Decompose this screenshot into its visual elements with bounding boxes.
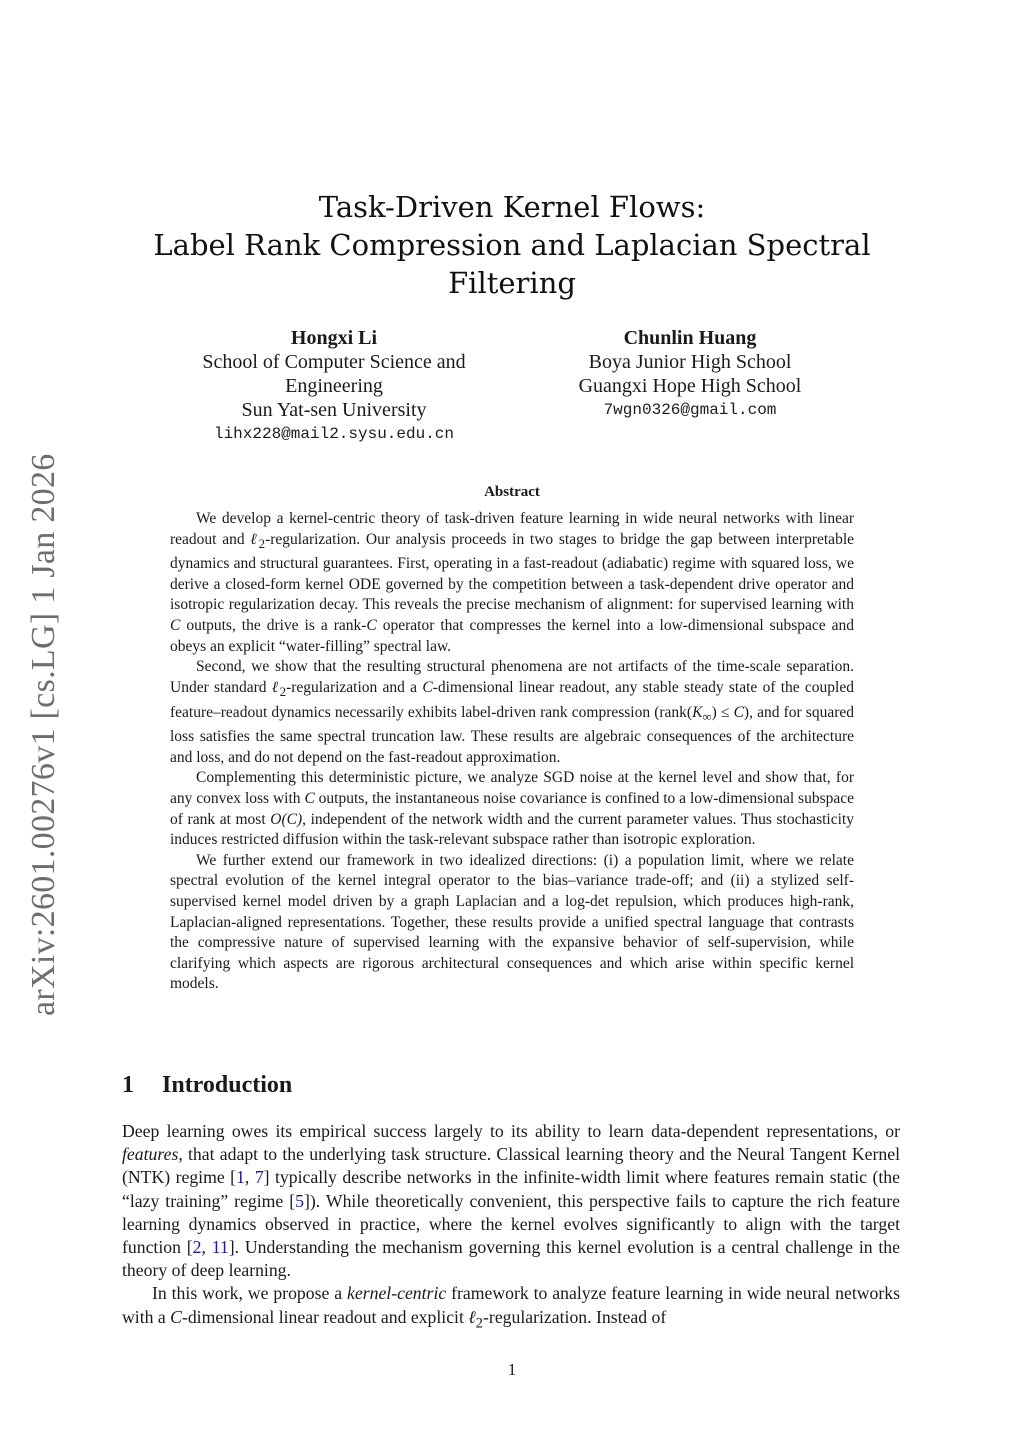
abstract-body	[170, 509, 854, 995]
citation-link[interactable]: 7	[254, 1167, 264, 1188]
citation-link[interactable]: 5	[295, 1190, 304, 1211]
citation-link[interactable]: 2	[192, 1237, 202, 1258]
abstract-paragraph: Complementing this deterministic picture, we analyze SGD noise at the kernel level and show that, for any convex loss with C outputs, the instantaneous noise covariance is confined to a low-dimensional subspace of rank at most O(C), independent of the network width and the current parameter values. Thus stochasticity induces restricted diffusion within the task-relevant subspace rather than isotropic exploration.	[170, 769, 854, 849]
author-affiliation: School of Computer Science and	[202, 351, 466, 373]
page-number: 1	[507, 1360, 517, 1379]
abstract-paragraph: We further extend our framework in two idealized directions: (i) a population limit, where we relate spectral evolution of the kernel integral operator to the bias–variance trade-off; and (ii) a stylized self-supervised kernel model driven by a graph Laplacian and a log-det repulsion, which produces high-rank, Laplacian-aligned representations. Together, these results provide a unified spectral language that contrasts the compressive nature of supervised learning with the expansive behavior of self-supervision, while clarifying which aspects are rigorous architectural consequences and which arise within specific kernel models.	[170, 851, 854, 993]
intro-paragraph: Deep learning owes its empirical success largely to its ability to learn data-dependent representations, or features, that adapt to the underlying task structure. Classical learning theory and the Neural Tangent Kernel (NTK) regime [1, 7] typically describe networks in the infinite-width limit where features remain static (the “lazy training” regime [5]). While theoretically convenient, this perspective fails to capture the rich feature learning dynamics observed in practice, where the kernel evolves significantly to align with the target function [2, 11]. Understanding the mechanism governing this kernel evolution is a central challenge in the theory of deep learning.	[122, 1121, 900, 1281]
author-affiliation: Boya Junior High School	[588, 351, 792, 373]
paper-title	[130, 188, 894, 302]
author-block-2	[560, 326, 820, 422]
section-number: 1	[122, 1072, 134, 1098]
abstract-paragraph: Second, we show that the resulting structural phenomena are not artifacts of the time-scale separation. Under standard ℓ$_2$-regularization and a C-dimensional linear readout, any stable steady state of the coupled feature–readout dynamics necessarily exhibits label-driven rank compression $(rank(K_\infty) \le C)$, and for squared loss satisfies the same spectral truncation law. These results are algebraic consequences of the architecture and loss, and do not depend on the fast-readout approximation.	[170, 658, 854, 766]
author-email[interactable]: 7wgn0326@gmail.com	[603, 401, 777, 419]
abstract-paragraph: We develop a kernel-centric theory of task-driven feature learning in wide neural networks with linear readout and ℓ$_2$-regularization. Our analysis proceeds in two stages to bridge the gap between interpretable dynamics and structural guarantees. First, operating in a fast-readout (adiabatic) regime with squared loss, we derive a closed-form kernel ODE governed by the competition between a task-dependent drive operator and isotropic regularization decay. This reveals the precise mechanism of alignment: for supervised learning with C outputs, the drive is a rank-C operator that compresses the kernel into a low-dimensional subspace and obeys an explicit “water-filling” spectral law.	[170, 510, 855, 655]
abstract-heading: Abstract	[484, 484, 540, 500]
intro-paragraph: In this work, we propose a kernel-centric framework to analyze feature learning in wide neural networks with a C-dimensional linear readout and explicit ℓ$_2$-regularization. Instead of	[122, 1283, 900, 1332]
author-affiliation: Engineering	[285, 375, 383, 397]
citation-link[interactable]: 1	[236, 1167, 245, 1188]
section-heading	[122, 1072, 292, 1099]
arxiv-watermark: arXiv:2601.00276v1 [cs.LG] 1 Jan 2026	[25, 453, 62, 1016]
author-block-1	[186, 326, 482, 446]
introduction-body	[122, 1120, 900, 1335]
citation-link[interactable]: 11	[211, 1237, 229, 1258]
author-name: Chunlin Huang	[623, 327, 757, 349]
title-line: Task-Driven Kernel Flows:	[318, 190, 706, 224]
section-title: Introduction	[162, 1072, 293, 1098]
author-affiliation: Guangxi Hope High School	[578, 375, 802, 397]
author-affiliation: Sun Yat-sen University	[241, 399, 427, 421]
title-line: Label Rank Compression and Laplacian Spectral	[153, 228, 871, 262]
title-line: Filtering	[448, 266, 576, 300]
author-name: Hongxi Li	[290, 327, 378, 349]
author-email[interactable]: lihx228@mail2.sysu.edu.cn	[213, 425, 455, 443]
